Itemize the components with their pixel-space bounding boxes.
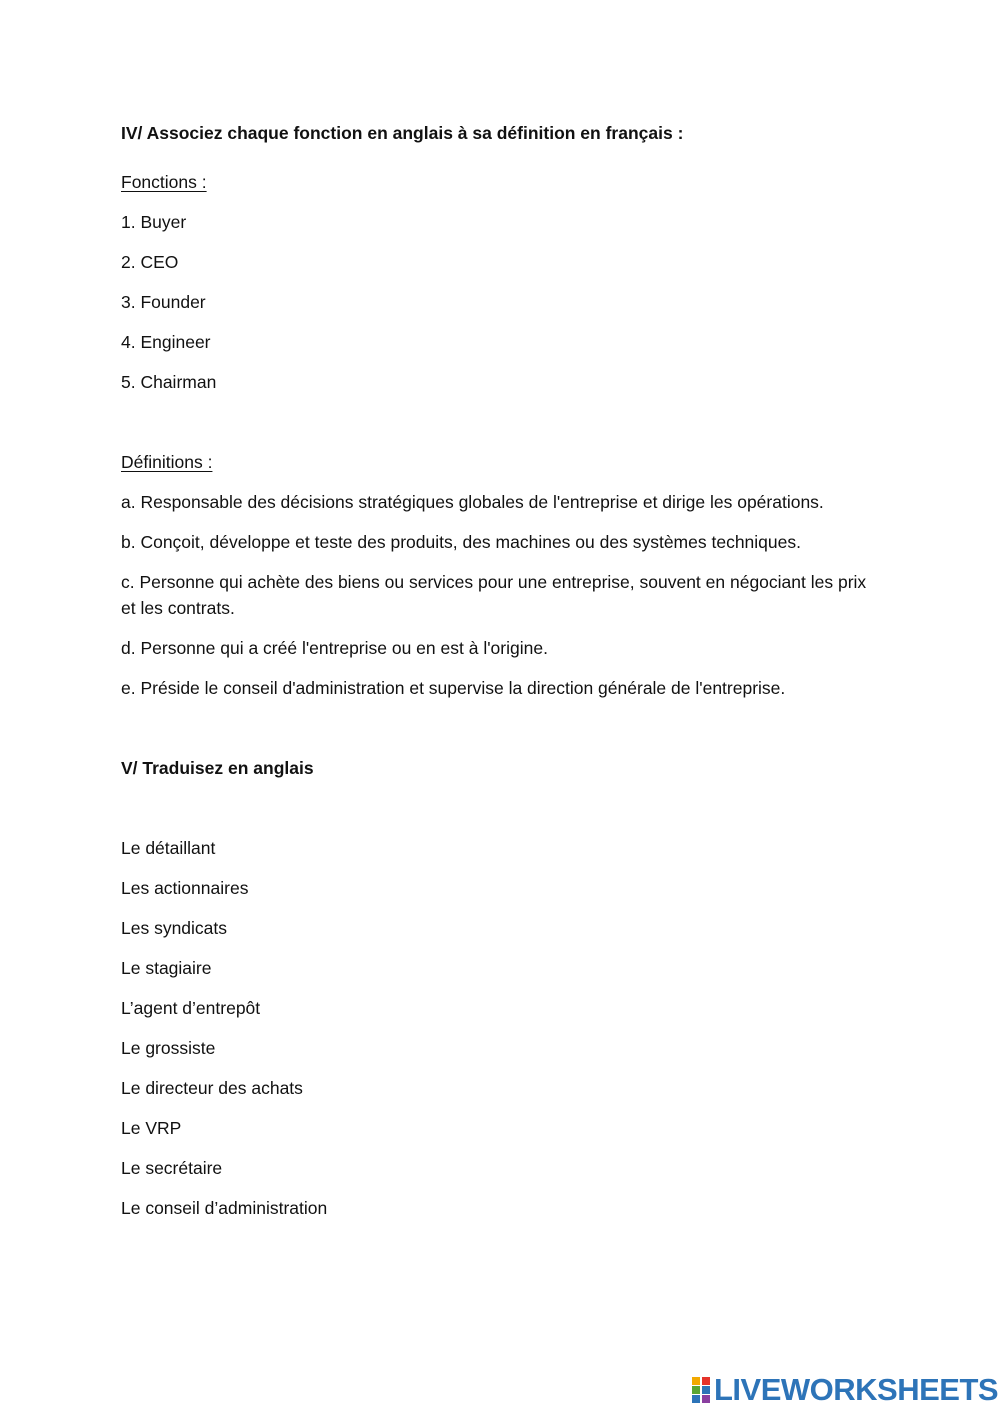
definition-item: b. Conçoit, développe et teste des produits, des machines ou des systèmes techniques. xyxy=(121,532,801,552)
translation-term: Le grossiste xyxy=(121,1038,216,1058)
function-item: 5. Chairman xyxy=(121,372,217,392)
liveworksheets-logo-icon xyxy=(692,1377,710,1403)
translation-term: Le secrétaire xyxy=(121,1158,223,1178)
function-item: 2. CEO xyxy=(121,252,179,272)
liveworksheets-logo xyxy=(692,1372,999,1407)
translation-term: Les syndicats xyxy=(121,918,228,938)
translation-term: Le détaillant xyxy=(121,838,216,858)
section-4-title: IV/ Associez chaque fonction en anglais à sa définition en français : xyxy=(121,123,684,143)
definitions-heading: Définitions : xyxy=(121,452,213,472)
function-item: 1. Buyer xyxy=(121,212,187,232)
liveworksheets-logo-text: LIVEWORKSHEETS xyxy=(714,1372,999,1407)
translation-term: Le conseil d’administration xyxy=(121,1198,328,1218)
definition-item: a. Responsable des décisions stratégiques globales de l'entreprise et dirige les opérations. xyxy=(121,492,824,512)
translation-term: Le stagiaire xyxy=(121,958,212,978)
functions-heading: Fonctions : xyxy=(121,172,207,192)
section-5-title: V/ Traduisez en anglais xyxy=(121,758,314,778)
translation-term: L’agent d’entrepôt xyxy=(121,998,261,1018)
definition-item: c. Personne qui achète des biens ou services pour une entreprise, souvent en négociant les prix et les contrats. xyxy=(121,572,867,618)
translation-term: Le directeur des achats xyxy=(121,1078,303,1098)
definition-item: d. Personne qui a créé l'entreprise ou en est à l'origine. xyxy=(121,638,548,658)
function-item: 3. Founder xyxy=(121,292,206,312)
translation-term: Le VRP xyxy=(121,1118,182,1138)
function-item: 4. Engineer xyxy=(121,332,211,352)
translation-term: Les actionnaires xyxy=(121,878,249,898)
definition-item: e. Préside le conseil d'administration et supervise la direction générale de l'entreprise. xyxy=(121,678,786,698)
